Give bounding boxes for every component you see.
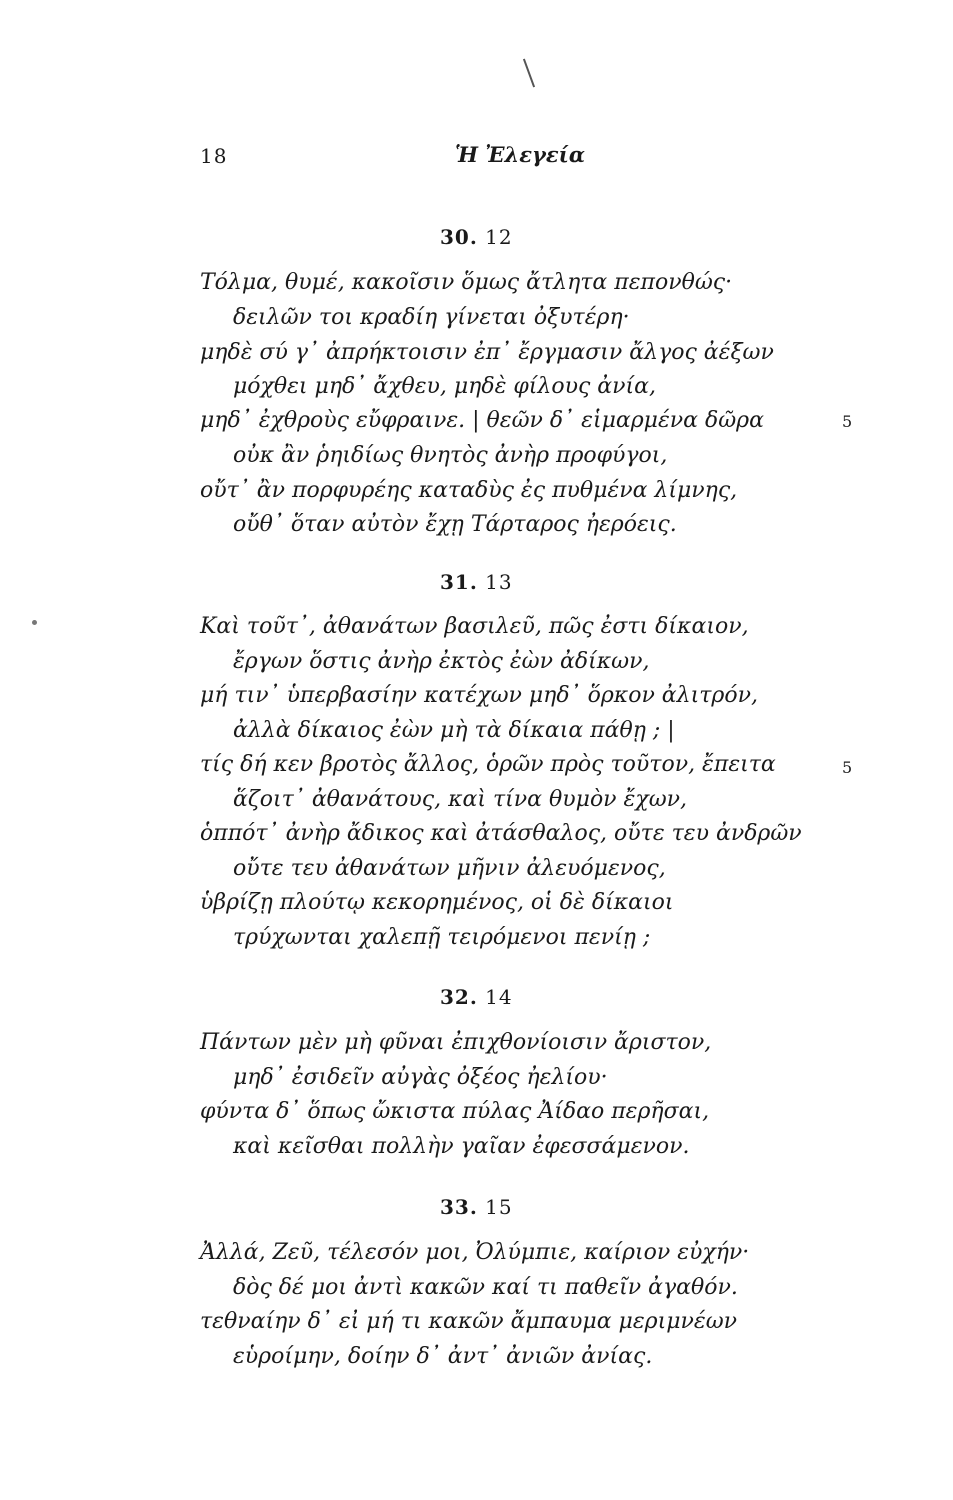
verse-line: μηδ᾽ ἐχθροὺς εὔφραινε. | θεῶν δ᾽ εἱμαρμένα δῶρα [200,408,764,433]
poem-heading [440,1195,513,1219]
stray-dot [32,620,37,625]
verse-line: δειλῶν τοι κραδίη γίνεται ὀξυτέρη· [233,305,630,330]
verse-line: καὶ κεῖσθαι πολλὴν γαῖαν ἐφεσσάμενον. [233,1134,690,1159]
verse-line: οὐκ ἂν ῥηιδίως θνητὸς ἀνὴρ προφύγοι, [233,443,668,468]
verse-line: ἀλλὰ δίκαιος ἐὼν μὴ τὰ δίκαια πάθῃ ; | [233,718,675,743]
poem-heading [440,985,513,1009]
fragment-number: 15 [485,1195,513,1219]
verse-line: οὔτ᾽ ἂν πορφυρέης καταδὺς ἐς πυθμένα λίμνης, [200,478,738,503]
poem-heading [440,225,513,249]
fragment-number: 13 [485,570,513,594]
poem-heading [440,570,513,594]
verse-line: Πάντων μὲν μὴ φῦναι ἐπιχθονίοισιν ἄριστον, [200,1030,712,1055]
page-number: 18 [200,144,228,168]
verse-line: ἔργων ὅστις ἀνὴρ ἐκτὸς ἐὼν ἀδίκων, [233,649,650,674]
verse-line: μόχθει μηδ᾽ ἄχθευ, μηδὲ φίλους ἀνία, [233,374,656,399]
poem-number: 30. [440,225,478,249]
verse-line: Τόλμα, θυμέ, κακοῖσιν ὅμως ἄτλητα πεπονθώς· [200,270,733,295]
verse-line: μηδ᾽ ἐσιδεῖν αὐγὰς ὀξέος ἠελίου· [233,1065,608,1090]
stray-pen-mark [523,59,535,88]
verse-line: τίς δή κεν βροτὸς ἄλλος, ὁρῶν πρὸς τοῦτον, ἔπειτα [200,752,776,777]
poem-number: 32. [440,985,478,1009]
verse-line: τρύχωνται χαλεπῇ τειρόμενοι πενίῃ ; [233,925,651,950]
verse-line: Καὶ τοῦτ᾽, ἀθανάτων βασιλεῦ, πῶς ἐστι δίκαιον, [200,614,749,639]
verse-line: ὁππότ᾽ ἀνὴρ ἄδικος καὶ ἀτάσθαλος, οὔτε τευ ἀνδρῶν [200,821,802,846]
verse-line: τεθναίην δ᾽ εἰ μή τι κακῶν ἄμπαυμα μεριμνέων [200,1309,738,1334]
fragment-number: 12 [485,225,513,249]
fragment-number: 14 [485,985,513,1009]
poem-number: 31. [440,570,478,594]
margin-line-number: 5 [842,758,853,777]
verse-line: ἅζοιτ᾽ ἀθανάτους, καὶ τίνα θυμὸν ἔχων, [233,787,687,812]
margin-line-number: 5 [842,412,853,431]
verse-line: μή τιν᾽ ὑπερβασίην κατέχων μηδ᾽ ὅρκον ἀλιτρόν, [200,683,758,708]
verse-line: φύντα δ᾽ ὅπως ὤκιστα πύλας Ἀίδαο περῆσαι, [200,1099,710,1124]
verse-line: μηδὲ σύ γ᾽ ἀπρήκτοισιν ἐπ᾽ ἔργμασιν ἄλγος ἀέξων [200,340,774,365]
verse-line: οὔτε τευ ἀθανάτων μῆνιν ἀλευόμενος, [233,856,666,881]
verse-line: ὑβρίζῃ πλούτῳ κεκορημένος, οἱ δὲ δίκαιοι [200,890,674,915]
verse-line: εὑροίμην, δοίην δ᾽ ἀντ᾽ ἀνιῶν ἀνίας. [233,1344,653,1369]
poem-number: 33. [440,1195,478,1219]
verse-line: οὔθ᾽ ὅταν αὐτὸν ἔχῃ Τάρταρος ἠερόεις. [233,512,677,537]
verse-line: Ἀλλά, Ζεῦ, τέλεσόν μοι, Ὀλύμπιε, καίριον εὐχήν· [200,1240,750,1265]
running-title: Ἡ Ἐλεγεία [455,142,585,167]
verse-line: δὸς δέ μοι ἀντὶ κακῶν καί τι παθεῖν ἀγαθόν. [233,1275,738,1300]
